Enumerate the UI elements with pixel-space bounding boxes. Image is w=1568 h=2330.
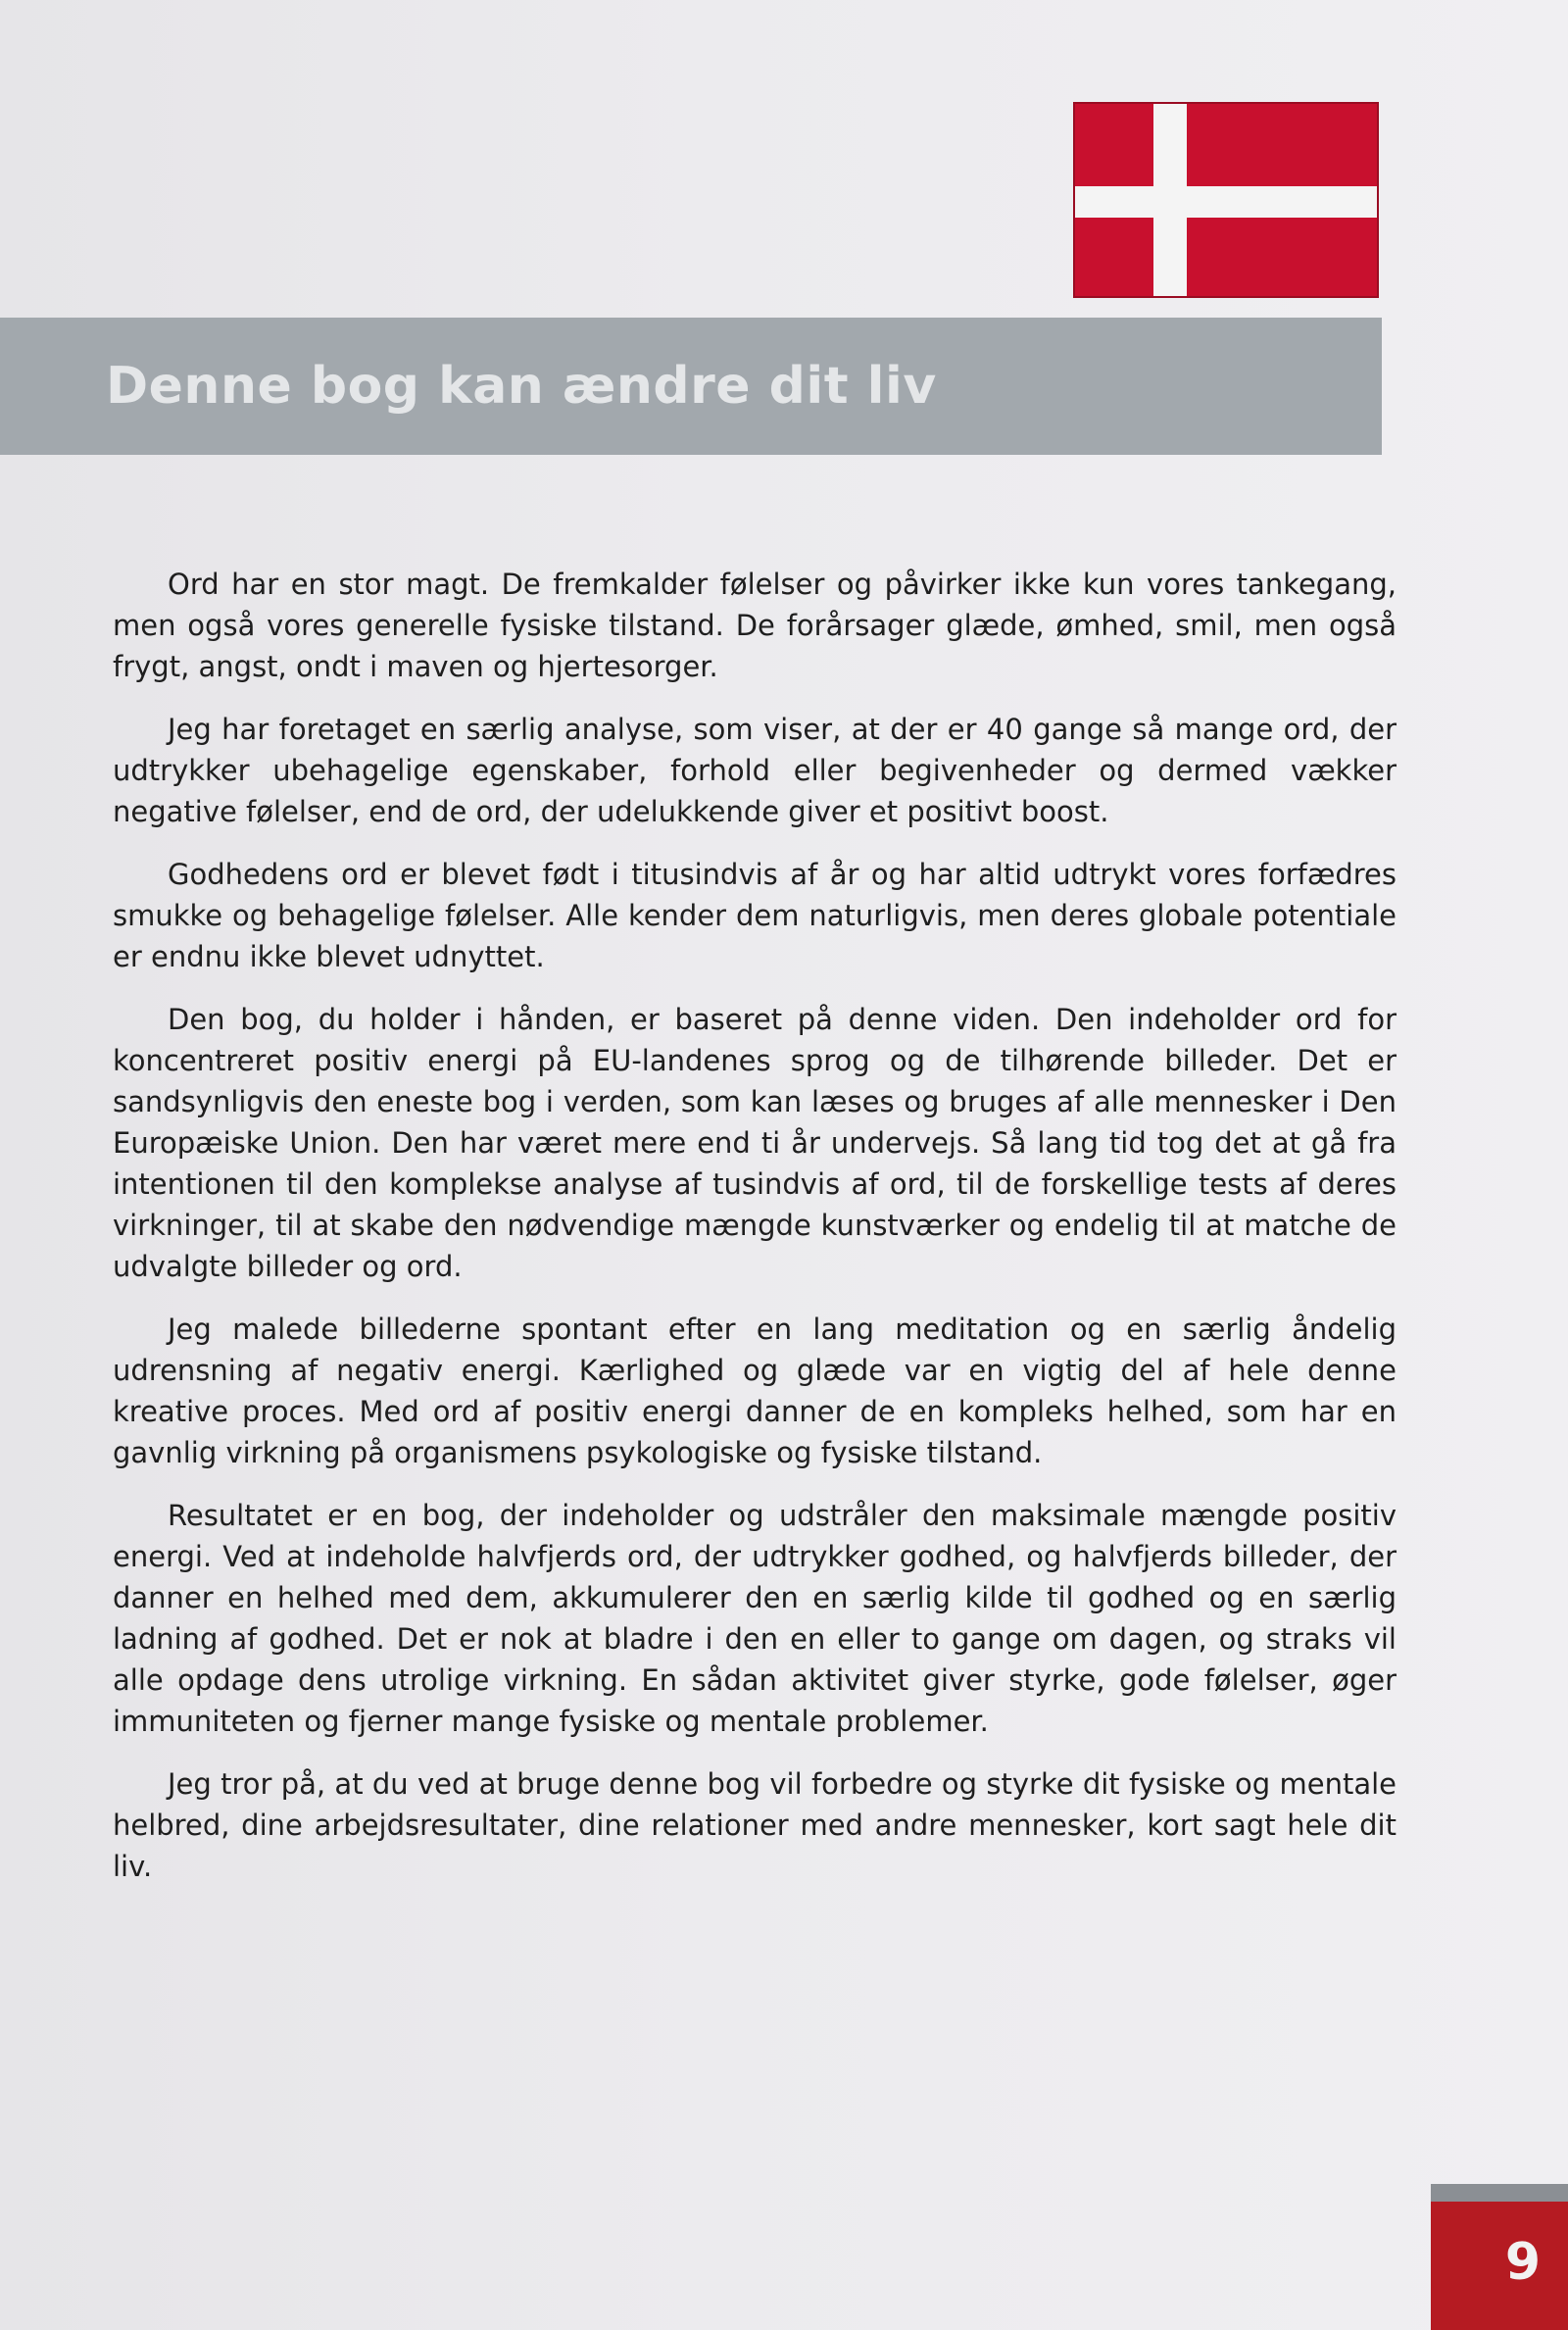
paragraph-2: Jeg har foretaget en særlig analyse, som viser, at der er 40 gange så mange ord, der udtrykker ubehagelige egenskaber, forhold eller begivenheder og dermed vækker negative følelser, end de ord, der udelukkende giver et positivt boost. [113, 713, 1396, 828]
paragraph-1: Ord har en stor magt. De fremkalder følelser og påvirker ikke kun vores tankegang, men også vores generelle fysiske tilstand. De forårsager glæde, ømhed, smil, men også frygt, angst, ondt i maven og hjertesorger. [113, 568, 1396, 683]
paragraph-3: Godhedens ord er blevet født i titusindvis af år og har altid udtrykt vores forfædres smukke og behagelige følelser. Alle kender dem naturligvis, men deres globale potentiale er endnu ikke blevet udnyttet. [113, 858, 1396, 973]
title-band [0, 318, 1382, 455]
paragraph-4: Den bog, du holder i hånden, er baseret på denne viden. Den indeholder ord for koncentreret positiv energi på EU-landenes sprog og de tilhørende billeder. Det er sandsynligvis den eneste bog i verden, som kan læses og bruges af alle mennesker i Den Europæiske Union. Den har været mere end ti år undervejs. Så lang tid tog det at gå fra intentionen til den komplekse analyse af tusindvis af ord, til de forskellige tests af deres virkninger, til at skabe den nødvendige mængde kunstværker og endelig til at matche de udvalgte billeder og ord. [113, 1003, 1396, 1283]
page-title: Denne bog kan ændre dit liv [106, 357, 937, 416]
flag-cross-horizontal [1075, 186, 1377, 218]
paragraph-6: Resultatet er en bog, der indeholder og udstråler den maksimale mængde positiv energi. Ved at indeholde halvfjerds ord, der udtrykker godhed, og halvfjerds billeder, der danner en helhed med dem, akkumulerer den en særlig kilde til godhed og en særlig ladning af godhed. Det er nok at bladre i den en eller to gange om dagen, og straks vil alle opdage dens utrolige virkning. En sådan aktivitet giver styrke, gode følelser, øger immuniteten og fjerner mange fysiske og mentale problemer. [113, 1499, 1396, 1738]
page-number-tab [1431, 2184, 1568, 2330]
danish-flag-icon [1073, 102, 1379, 298]
body-text [113, 564, 1396, 1909]
page-number: 9 [1504, 2233, 1541, 2292]
paragraph-5: Jeg malede billederne spontant efter en lang meditation og en særlig åndelig udrensning af negativ energi. Kærlighed og glæde var en vigtig del af hele denne kreative proces. Med ord af positiv energi danner de en kompleks helhed, som har en gavnlig virkning på organismens psykologiske og fysiske tilstand. [113, 1313, 1396, 1469]
page-tab-stripe [1431, 2184, 1568, 2202]
paragraph-7: Jeg tror på, at du ved at bruge denne bog vil forbedre og styrke dit fysiske og mentale helbred, dine arbejdsresultater, dine relationer med andre mennesker, kort sagt hele dit liv. [113, 1767, 1396, 1883]
